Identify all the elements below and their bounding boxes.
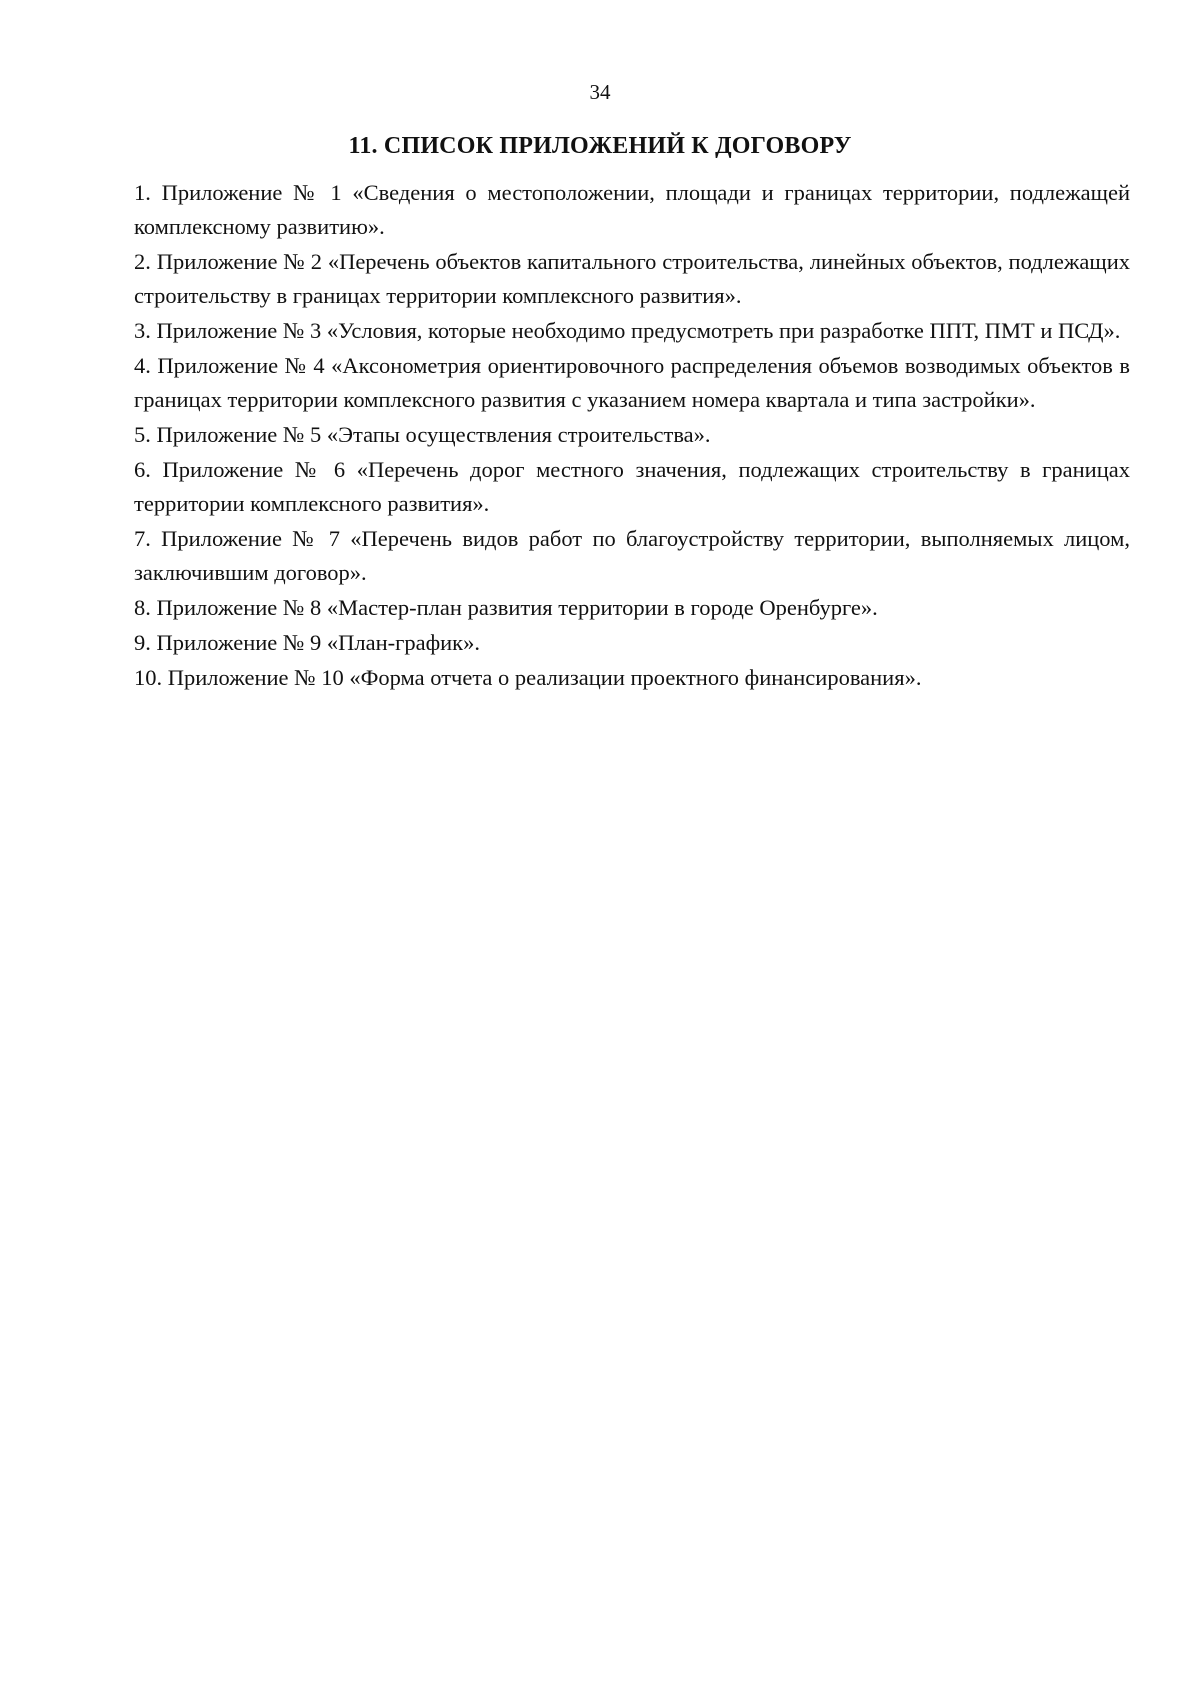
appendix-item-2: 2. Приложение № 2 «Перечень объектов капитального строительства, линейных объектов, подлежащих строительству в границах территории комплексного развития». bbox=[134, 249, 1130, 308]
appendix-item-1: 1. Приложение № 1 «Сведения о местоположении, площади и границах территории, подлежащей комплексному развитию». bbox=[134, 180, 1130, 239]
page-number: 34 bbox=[589, 80, 611, 104]
appendix-item-6: 6. Приложение № 6 «Перечень дорог местного значения, подлежащих строительству в границах территории комплексного развития». bbox=[134, 457, 1130, 516]
appendix-item-4: 4. Приложение № 4 «Аксонометрия ориентировочного распределения объемов возводимых объектов в границах территории комплексного развития с указанием номера квартала и типа застройки». bbox=[134, 353, 1130, 412]
appendix-item-5: 5. Приложение № 5 «Этапы осуществления строительства». bbox=[134, 422, 711, 447]
appendix-item-7: 7. Приложение № 7 «Перечень видов работ по благоустройству территории, выполняемых лицом, заключившим договор». bbox=[134, 526, 1130, 585]
section-title: 11. СПИСОК ПРИЛОЖЕНИЙ К ДОГОВОРУ bbox=[348, 133, 852, 159]
appendix-item-3: 3. Приложение № 3 «Условия, которые необходимо предусмотреть при разработке ППТ, ПМТ и ПСД». bbox=[134, 318, 1121, 343]
appendix-item-9: 9. Приложение № 9 «План-график». bbox=[134, 630, 480, 655]
appendix-list bbox=[134, 176, 1130, 696]
appendix-item-8: 8. Приложение № 8 «Мастер-план развития территории в городе Оренбурге». bbox=[134, 595, 878, 620]
appendix-item-10: 10. Приложение № 10 «Форма отчета о реализации проектного финансирования». bbox=[134, 665, 922, 690]
